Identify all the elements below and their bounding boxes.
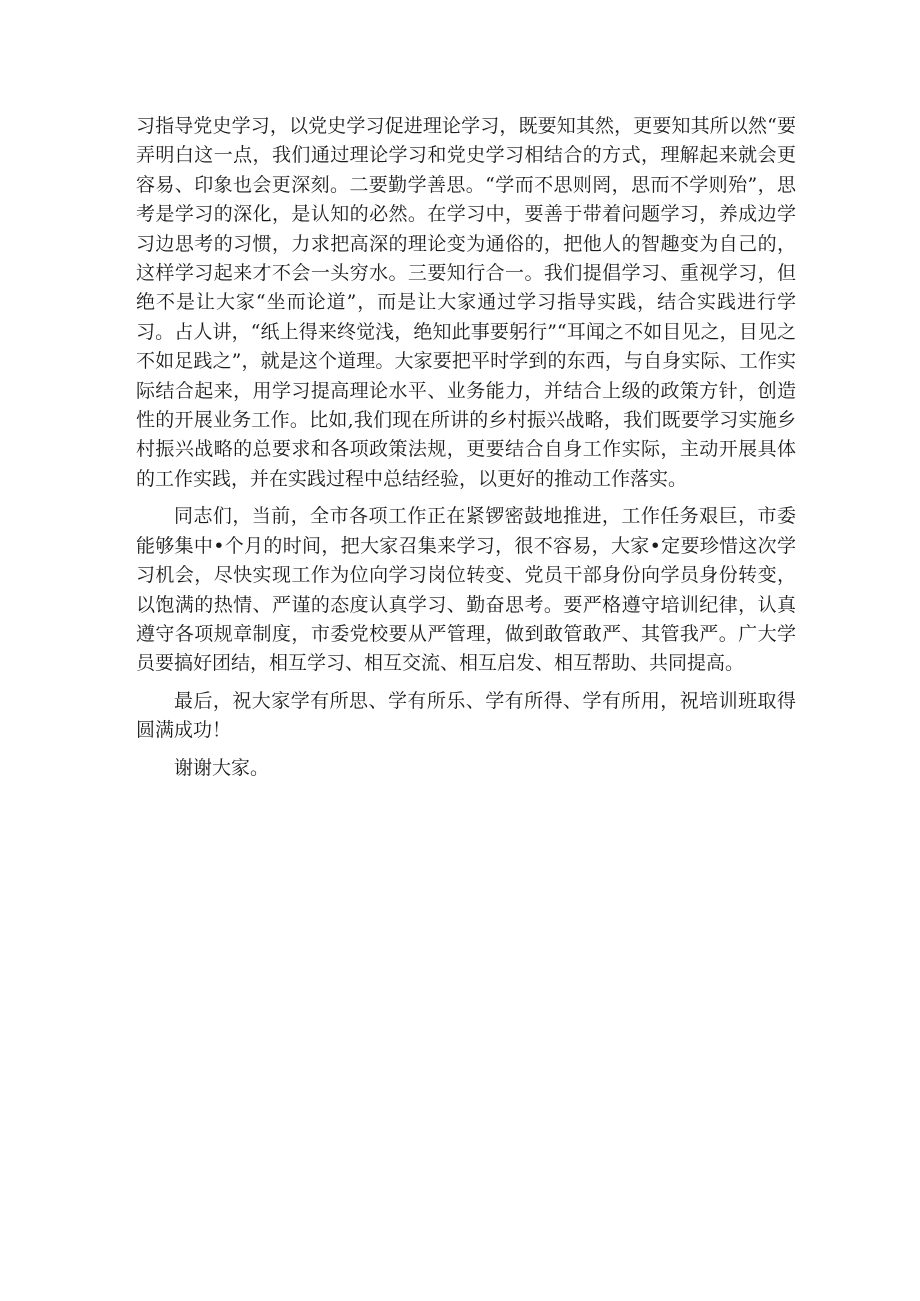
paragraph-wishes: 最后，祝大家学有所思、学有所乐、学有所得、学有所用，祝培训班取得圆满成功！ bbox=[136, 689, 796, 742]
paragraph-thanks: 谢谢大家。 bbox=[174, 756, 270, 779]
paragraph-study-methods: 习指导党史学习，以党史学习促进理论学习，既要知其然，更要知其所以然“要弄明白这一点，我们通过理论学习和党史学习相结合的方式，理解起来就会更容易、印象也会更深刻。二要勤学善思。“学而不思则罔，思而不学则殆”，思考是学习的深化，是认知的必然。在学习中，要善于带着问题学习，养成边学习边思考的习惯，力求把高深的理论变为通俗的，把他人的智趣变为自己的，这样学习起来才不会一头穷水。三要知行合一。我们提倡学习、重视学习，但绝不是让大家“坐而论道”，而是让大家通过学习指导实践，结合实践进行学习。占人讲，“纸上得来终觉浅，绝知此事要躬行”“耳闻之不如目见之，目见之不如足践之”，就是这个道理。大家要把平时学到的东西，与自身实际、工作实际结合起来，用学习提高理论水平、业务能力，并结合上级的政策方针，创造性的开展业务工作。比如,我们现在所讲的乡村振兴战略，我们既要学习实施乡村振兴战略的总要求和各项政策法规，更要结合自身工作实际，主动开展具体的工作实践，并在实践过程中总结经验，以更好的推动工作落实。 bbox=[136, 115, 796, 490]
paragraph-comrades: 同志们，当前，全市各项工作正在紧锣密鼓地推进，工作任务艰巨，市委能够集中•个月的时间，把大家召集来学习，很不容易，大家•定要珍惜这次学习机会，尽快实现工作为位向学习岗位转变、党员干部身份向学员身份转变，以饱满的热情、严谨的态度认真学习、勤奋思考。要严格遵守培训纪律，认真遵守各项规章制度，市委党校要从严管理，做到敢管敢严、其管我严。广大学员要搞好团结，相互学习、相互交流、相互启发、相互帮助、共同提高。 bbox=[136, 505, 796, 675]
document-body bbox=[136, 112, 796, 791]
